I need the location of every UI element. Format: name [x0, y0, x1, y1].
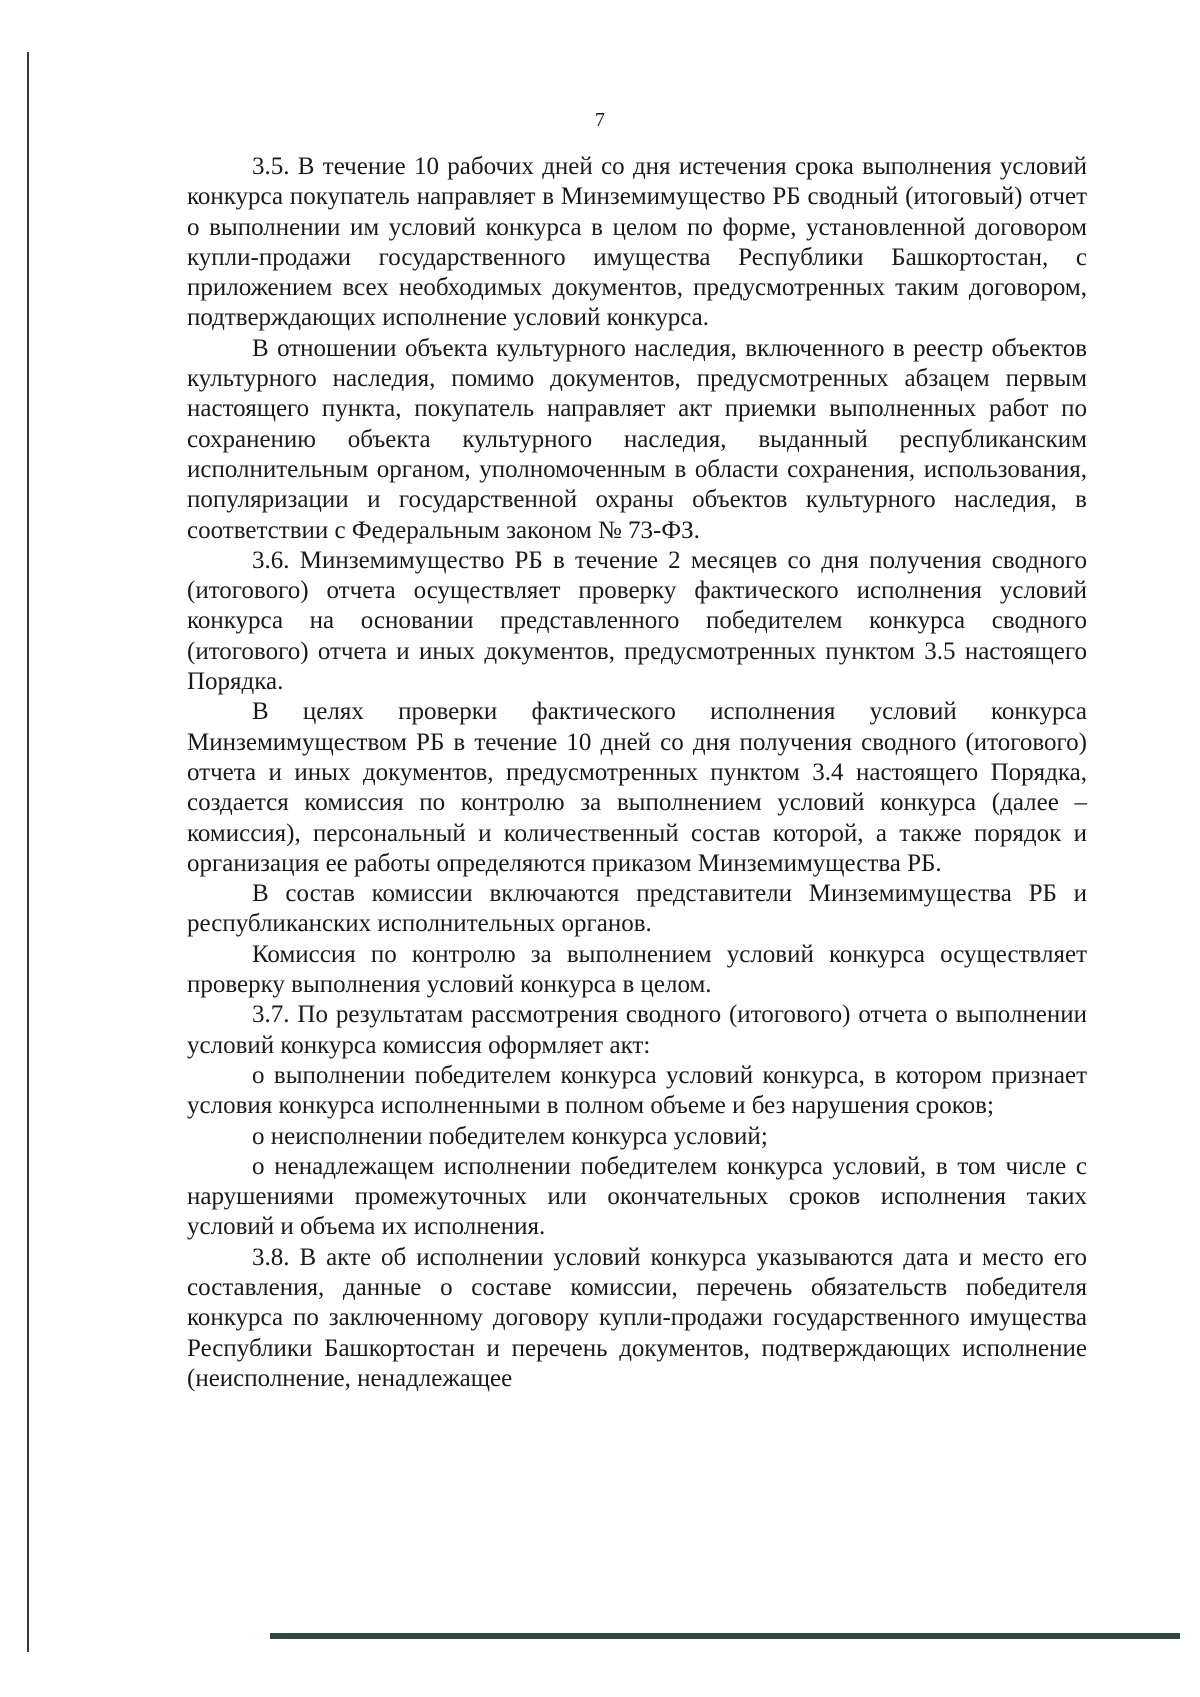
- paragraph-commission-members: В состав комиссии включаются представители Минземимущества РБ и республиканских исполнительных органов.: [187, 880, 1087, 938]
- scan-bottom-edge-line: [270, 1633, 1180, 1639]
- paragraph-3-6: 3.6. Минземимущество РБ в течение 2 месяцев со дня получения сводного (итогового) отчета осуществляет проверку фактического исполнения условий конкурса на основании представленного победителем конкурса сводного (итогового) отчета и иных документов, предусмотренных пунктом 3.5 настоящего Порядка.: [187, 546, 1087, 696]
- list-item-fulfilled: о выполнении победителем конкурса условий конкурса, в котором признает условия конкурса исполненными в полном объеме и без нарушения сроков;: [187, 1061, 1087, 1120]
- paragraph-commission-check: Комиссия по контролю за выполнением условий конкурса осуществляет проверку выполнения условий конкурса в целом.: [187, 940, 1087, 999]
- document-body: [187, 152, 1087, 1394]
- paragraph-3-5: 3.5. В течение 10 рабочих дней со дня истечения срока выполнения условий конкурса покупатель направляет в Минземимущество РБ сводный (итоговый) отчет о выполнении им условий конкурса в целом по форме, установленной договором купли-продажи государственного имущества Республики Башкортостан, с приложением всех необходимых документов, предусмотренных таким договором, подтверждающих исполнение условий конкурса.: [187, 153, 1087, 332]
- paragraph-3-8: 3.8. В акте об исполнении условий конкурса указываются дата и место его составления, данные о составе комиссии, перечень обязательств победителя конкурса по заключенному договору купли-продажи государственного имущества Республики Башкортостан и перечень документов, подтверждающих исполнение (неисполнение, ненадлежащее: [187, 1243, 1087, 1392]
- paragraph-3-7: 3.7. По результатам рассмотрения сводного (итогового) отчета о выполнении условий конкурса комиссия оформляет акт:: [187, 1001, 1087, 1059]
- paragraph-cultural-heritage: В отношении объекта культурного наследия, включенного в реестр объектов культурного наследия, помимо документов, предусмотренных абзацем первым настоящего пункта, покупатель направляет акт приемки выполненных работ по сохранению объекта культурного наследия, выданный республиканским исполнительным органом, уполномоченным в области сохранения, использования, популяризации и государственной охраны объектов культурного наследия, в соответствии с Федеральным законом № 73-ФЗ.: [187, 334, 1087, 544]
- list-item-improperly-fulfilled: о ненадлежащем исполнении победителем конкурса условий, в том числе с нарушениями промежуточных или окончательных сроков исполнения таких условий и объема их исполнения.: [187, 1152, 1087, 1241]
- list-item-not-fulfilled: о неисполнении победителем конкурса условий;: [252, 1122, 768, 1150]
- page-number: 7: [595, 109, 605, 131]
- paragraph-commission-creation: В целях проверки фактического исполнения условий конкурса Минземимуществом РБ в течение 10 дней со дня получения сводного (итогового) отчета и иных документов, предусмотренных пунктом 3.4 настоящего Порядка, создается комиссия по контролю за выполнением условий конкурса (далее – комиссия), персональный и количественный состав которой, а также порядок и организация ее работы определяются приказом Минземимущества РБ.: [187, 698, 1087, 877]
- scan-left-edge-line: [27, 52, 29, 1652]
